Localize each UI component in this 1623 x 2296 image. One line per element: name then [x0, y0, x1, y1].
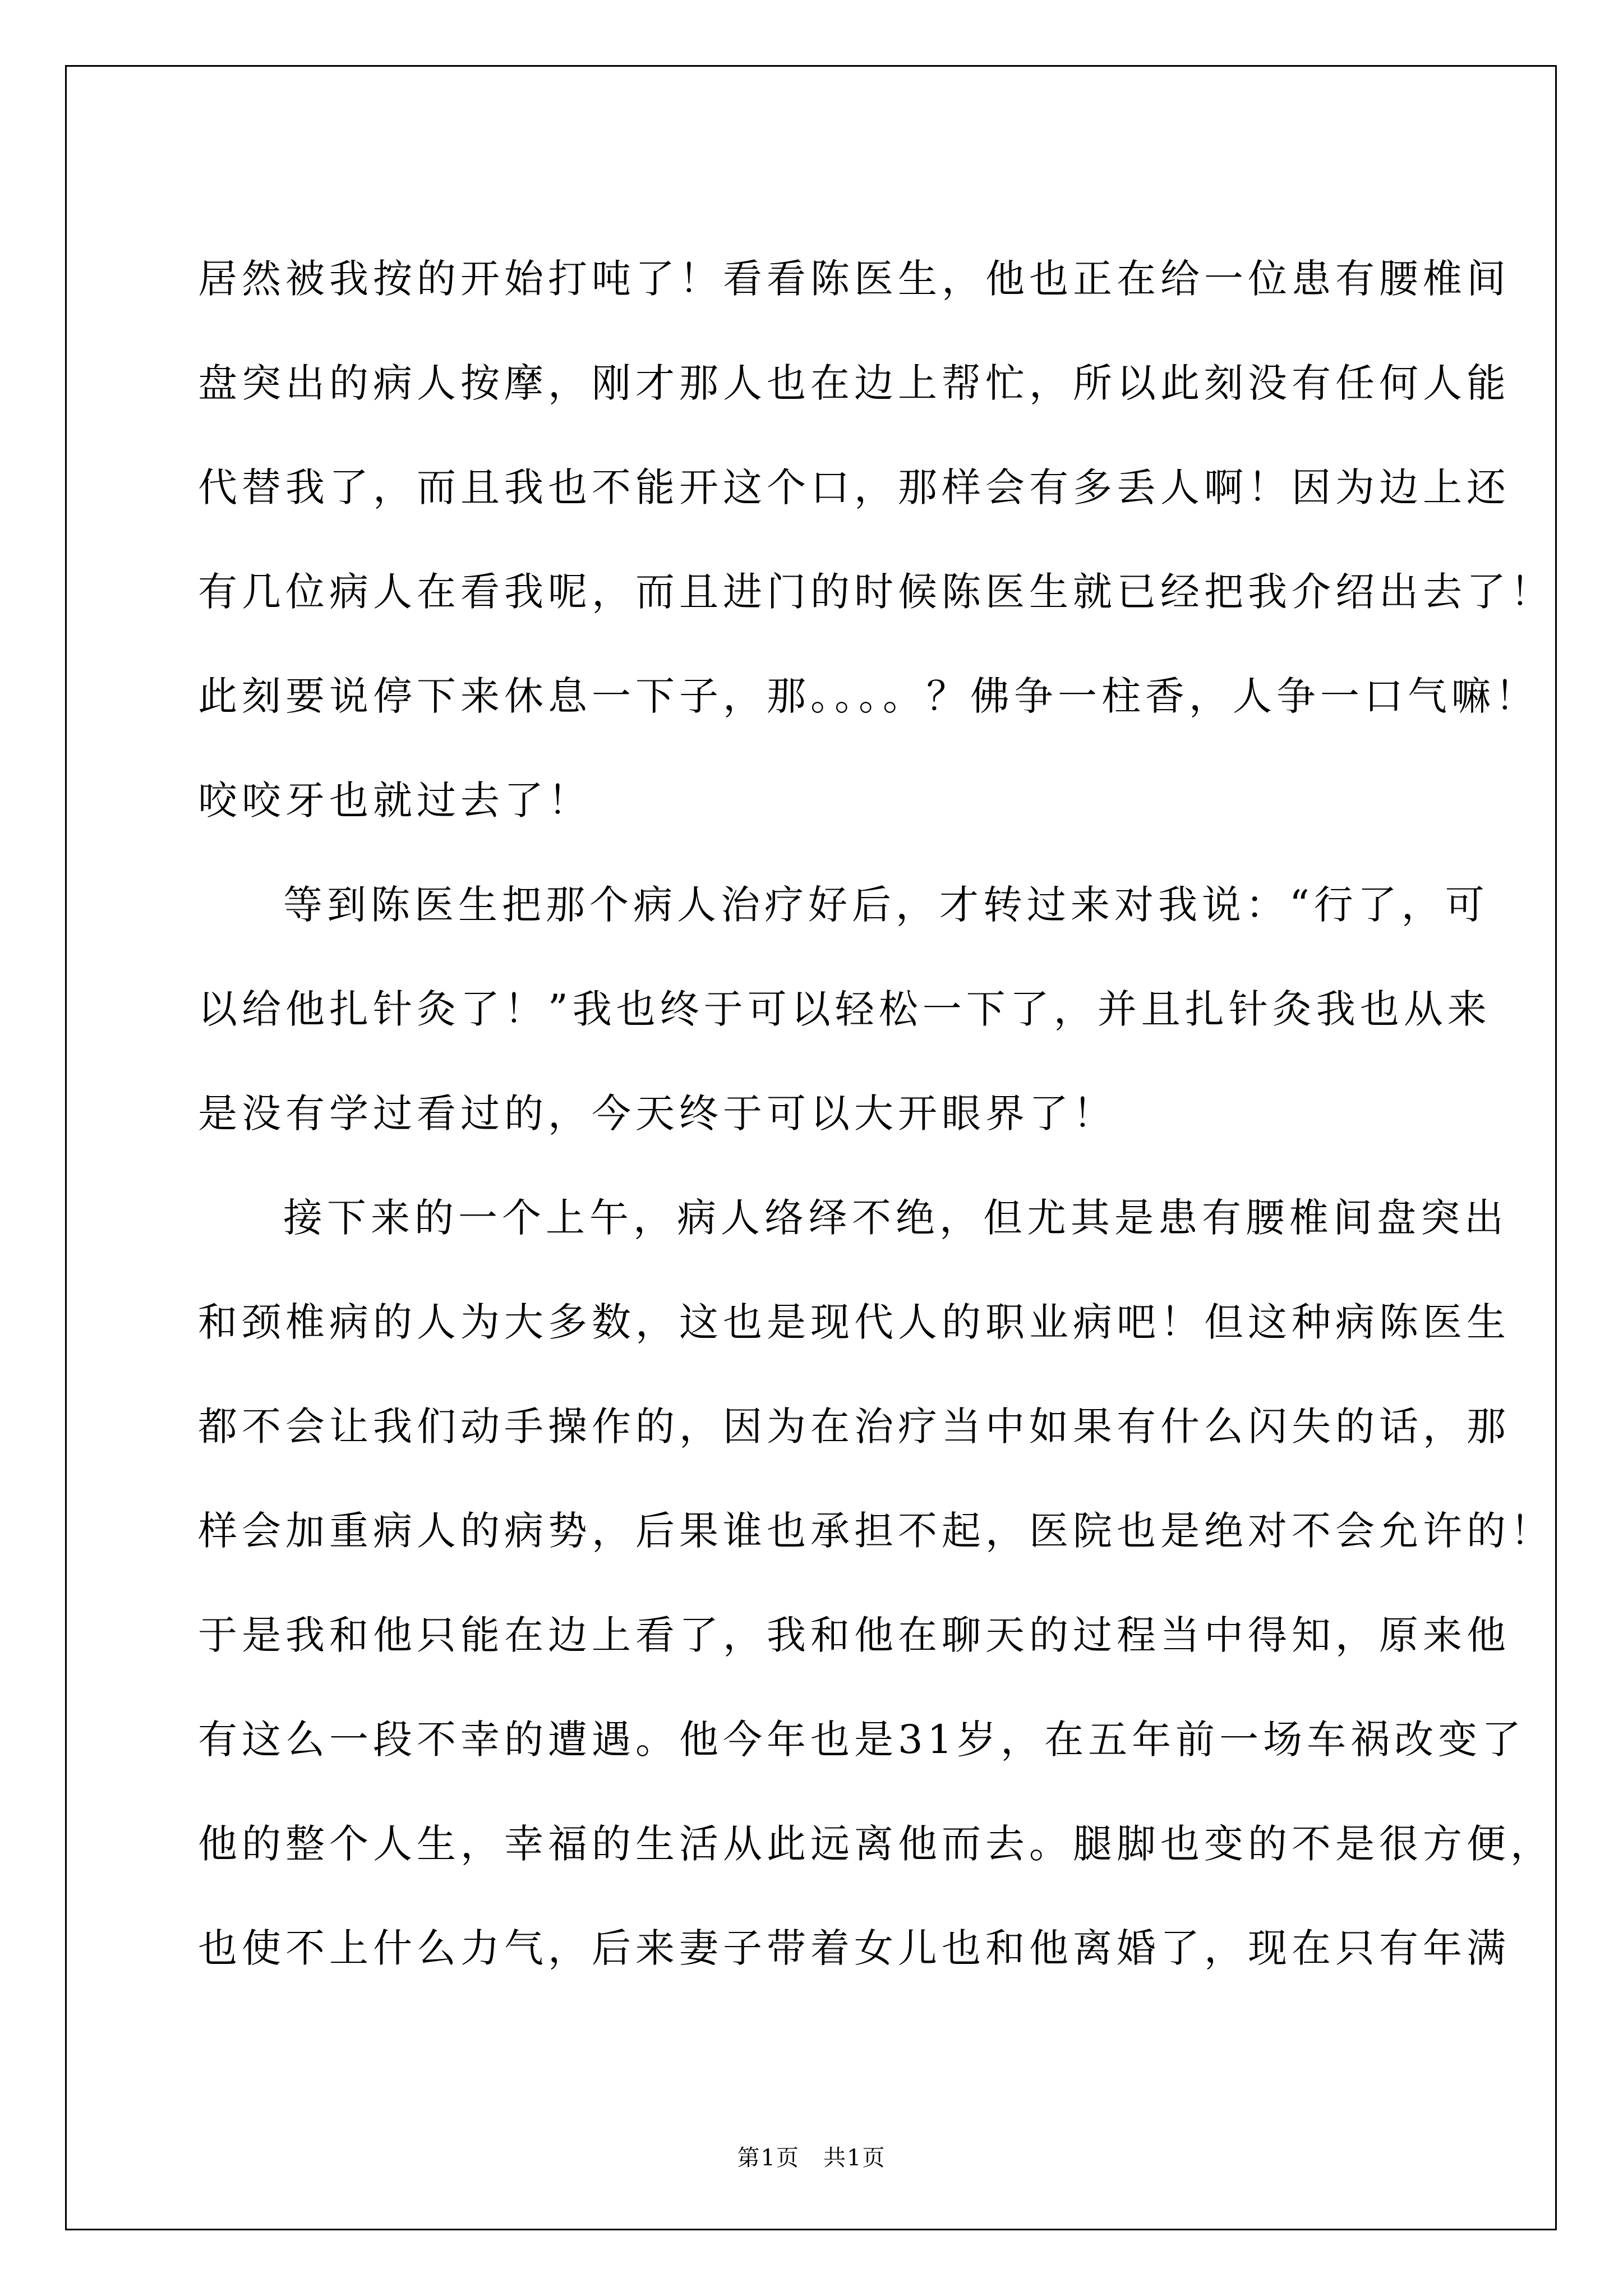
- text-line: 都不会让我们动手操作的，因为在治疗当中如果有什么闪失的话，那: [198, 1403, 1510, 1450]
- text-line: 咬咬牙也就过去了！: [198, 777, 592, 823]
- text-line: 有几位病人在看我呢，而且进门的时候陈医生就已经把我介绍出去了！: [198, 568, 1554, 615]
- text-line: 和颈椎病的人为大多数，这也是现代人的职业病吧！但这种病陈医生: [198, 1299, 1510, 1345]
- document-body: [198, 223, 1554, 1997]
- text-line: 居然被我按的开始打吨了！看看陈医生，他也正在给一位患有腰椎间: [198, 255, 1510, 302]
- text-line: 于是我和他只能在边上看了，我和他在聊天的过程当中得知，原来他: [198, 1612, 1510, 1658]
- text-line: 以给他扎针灸了！”我也终于可以轻松一下了，并且扎针灸我也从来: [198, 986, 1491, 1032]
- text-line: 样会加重病人的病势，后果谁也承担不起，医院也是绝对不会允许的！: [198, 1507, 1554, 1554]
- text-line: 他的整个人生，幸福的生活从此远离他而去。腿脚也变的不是很方便，: [198, 1820, 1554, 1867]
- paragraph-start-line: 等到陈医生把那个病人治疗好后，才转过来对我说：“行了，可: [283, 881, 1489, 928]
- text-line: 是没有学过看过的，今天终于可以大开眼界了！: [198, 1090, 1117, 1137]
- text-line: 代替我了，而且我也不能开这个口，那样会有多丢人啊！因为边上还: [198, 464, 1510, 510]
- paragraph-start-line: 接下来的一个上午，病人络绎不绝，但尤其是患有腰椎间盘突出: [283, 1194, 1508, 1241]
- page-footer: 第1页 共1页: [737, 2145, 886, 2171]
- text-line: 此刻要说停下来休息一下子，那。。。。？佛争一柱香，人争一口气嘛！: [198, 673, 1539, 719]
- text-line: 也使不上什么力气，后来妻子带着女儿也和他离婚了，现在只有年满: [198, 1925, 1510, 1971]
- text-line: 有这么一段不幸的遭遇。他今年也是31岁，在五年前一场车祸改变了: [198, 1716, 1526, 1763]
- text-line: 盘突出的病人按摩，刚才那人也在边上帮忙，所以此刻没有任何人能: [198, 360, 1510, 406]
